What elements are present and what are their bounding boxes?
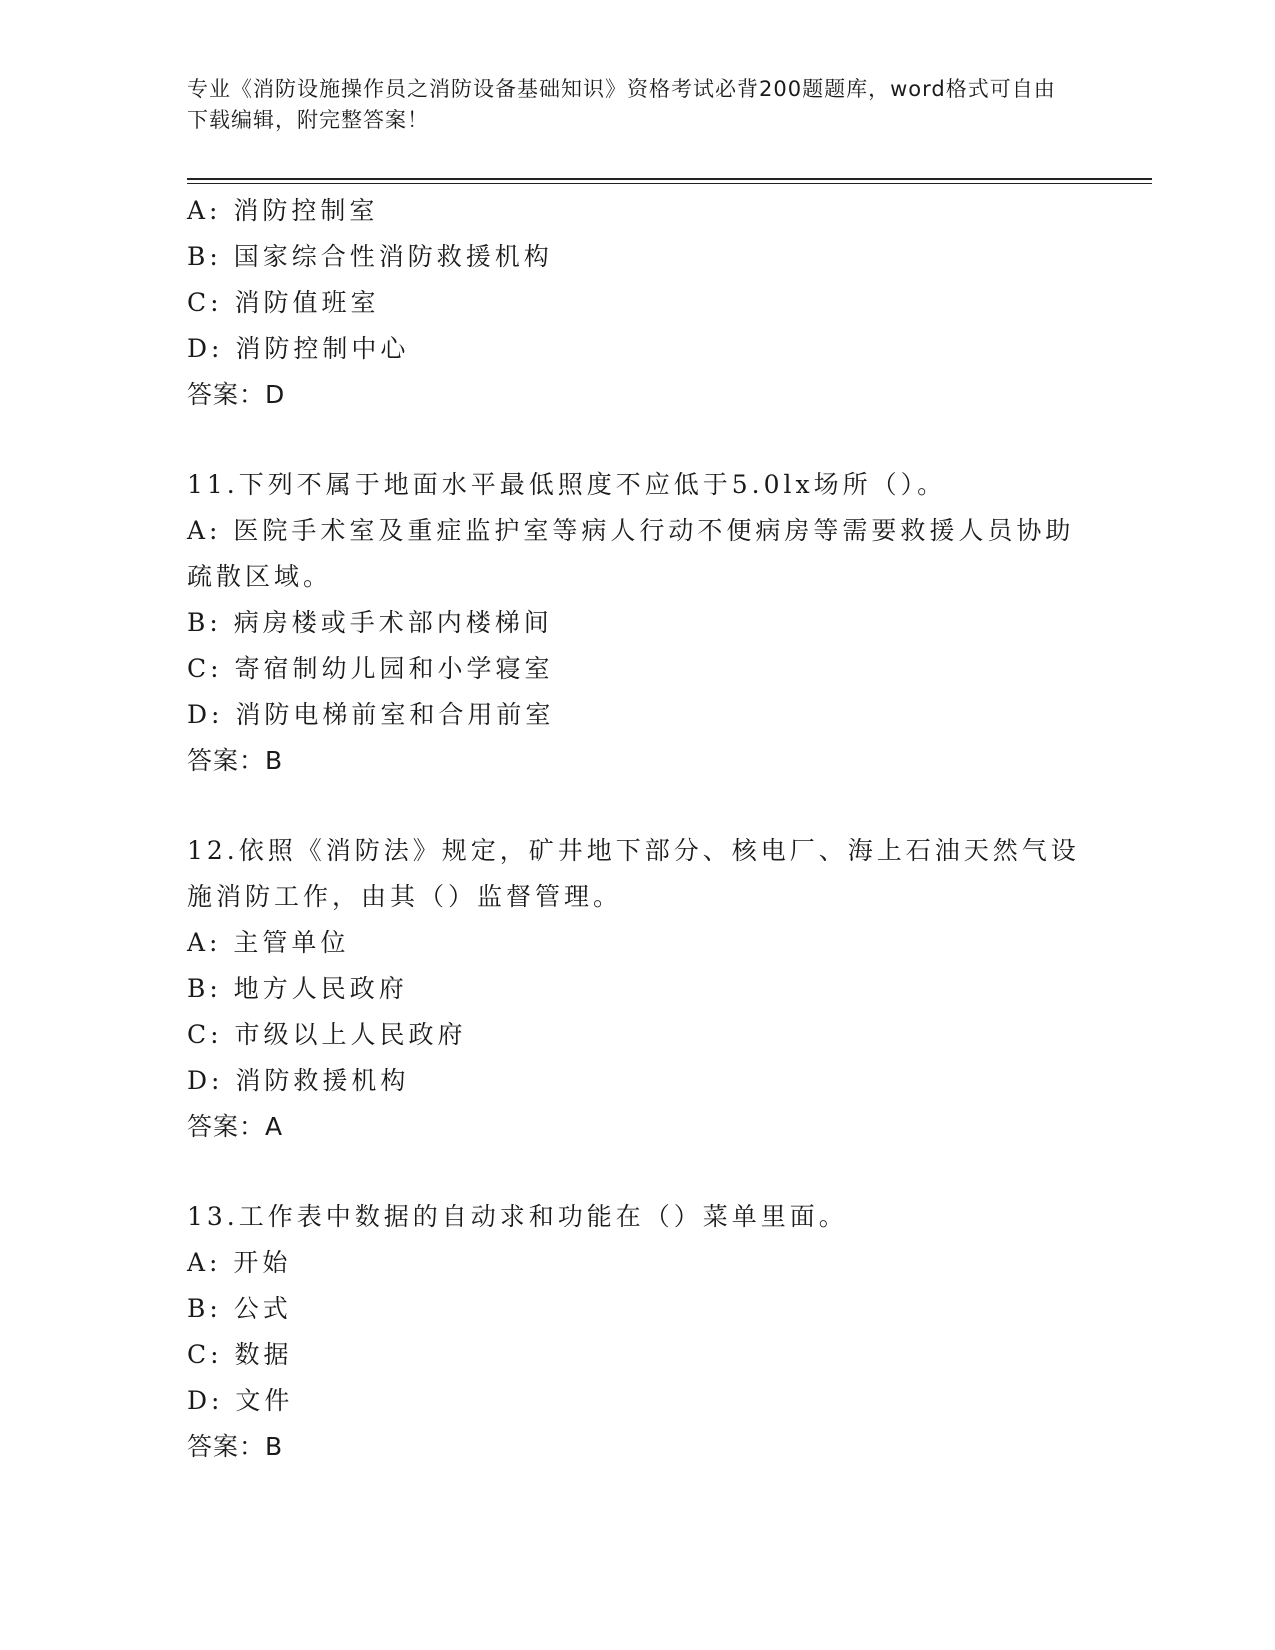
option-d: D: 消防控制中心 [187, 334, 410, 363]
question-text-continued: 施消防工作，由其（）监督管理。 [187, 882, 623, 911]
option-a: A: 消防控制室 [187, 196, 379, 225]
option-c: C: 寄宿制幼儿园和小学寝室 [187, 654, 554, 683]
header-divider-thin [187, 183, 1152, 184]
option-b: B: 地方人民政府 [187, 974, 408, 1003]
option-a-continued: 疏散区域。 [187, 562, 333, 591]
question-block-13 [187, 1194, 1087, 1470]
answer: 答案：B [187, 746, 284, 775]
question-text: 11.下列不属于地面水平最低照度不应低于5.0lx场所（）。 [187, 470, 947, 499]
spacer [187, 418, 1087, 462]
question-block-11 [187, 462, 1087, 784]
answer: 答案：A [187, 1112, 284, 1141]
option-b: B: 国家综合性消防救援机构 [187, 242, 553, 271]
option-d: D: 消防电梯前室和合用前室 [187, 700, 555, 729]
option-d: D: 消防救援机构 [187, 1066, 410, 1095]
option-d: D: 文件 [187, 1386, 294, 1415]
question-block-12 [187, 828, 1087, 1150]
spacer [187, 1150, 1087, 1194]
option-c: C: 消防值班室 [187, 288, 380, 317]
spacer [187, 784, 1087, 828]
option-a: A: 主管单位 [187, 928, 350, 957]
option-c: C: 数据 [187, 1340, 293, 1369]
option-a: A: 医院手术室及重症监护室等病人行动不便病房等需要救援人员协助 [187, 516, 1075, 545]
option-b: B: 公式 [187, 1294, 292, 1323]
option-b: B: 病房楼或手术部内楼梯间 [187, 608, 553, 637]
question-text: 12.依照《消防法》规定，矿井地下部分、核电厂、海上石油天然气设 [187, 836, 1080, 865]
option-c: C: 市级以上人民政府 [187, 1020, 467, 1049]
answer: 答案：D [187, 380, 286, 409]
header-divider-thick [187, 178, 1152, 180]
document-header: 专业《消防设施操作员之消防设备基础知识》资格考试必背200题题库，word格式可自由下载编辑，附完整答案！ [187, 77, 1056, 132]
question-list [187, 188, 1087, 1470]
question-text: 13.工作表中数据的自动求和功能在（）菜单里面。 [187, 1202, 848, 1231]
option-a: A: 开始 [187, 1248, 292, 1277]
answer: 答案：B [187, 1432, 284, 1461]
question-block-10 [187, 188, 1087, 418]
